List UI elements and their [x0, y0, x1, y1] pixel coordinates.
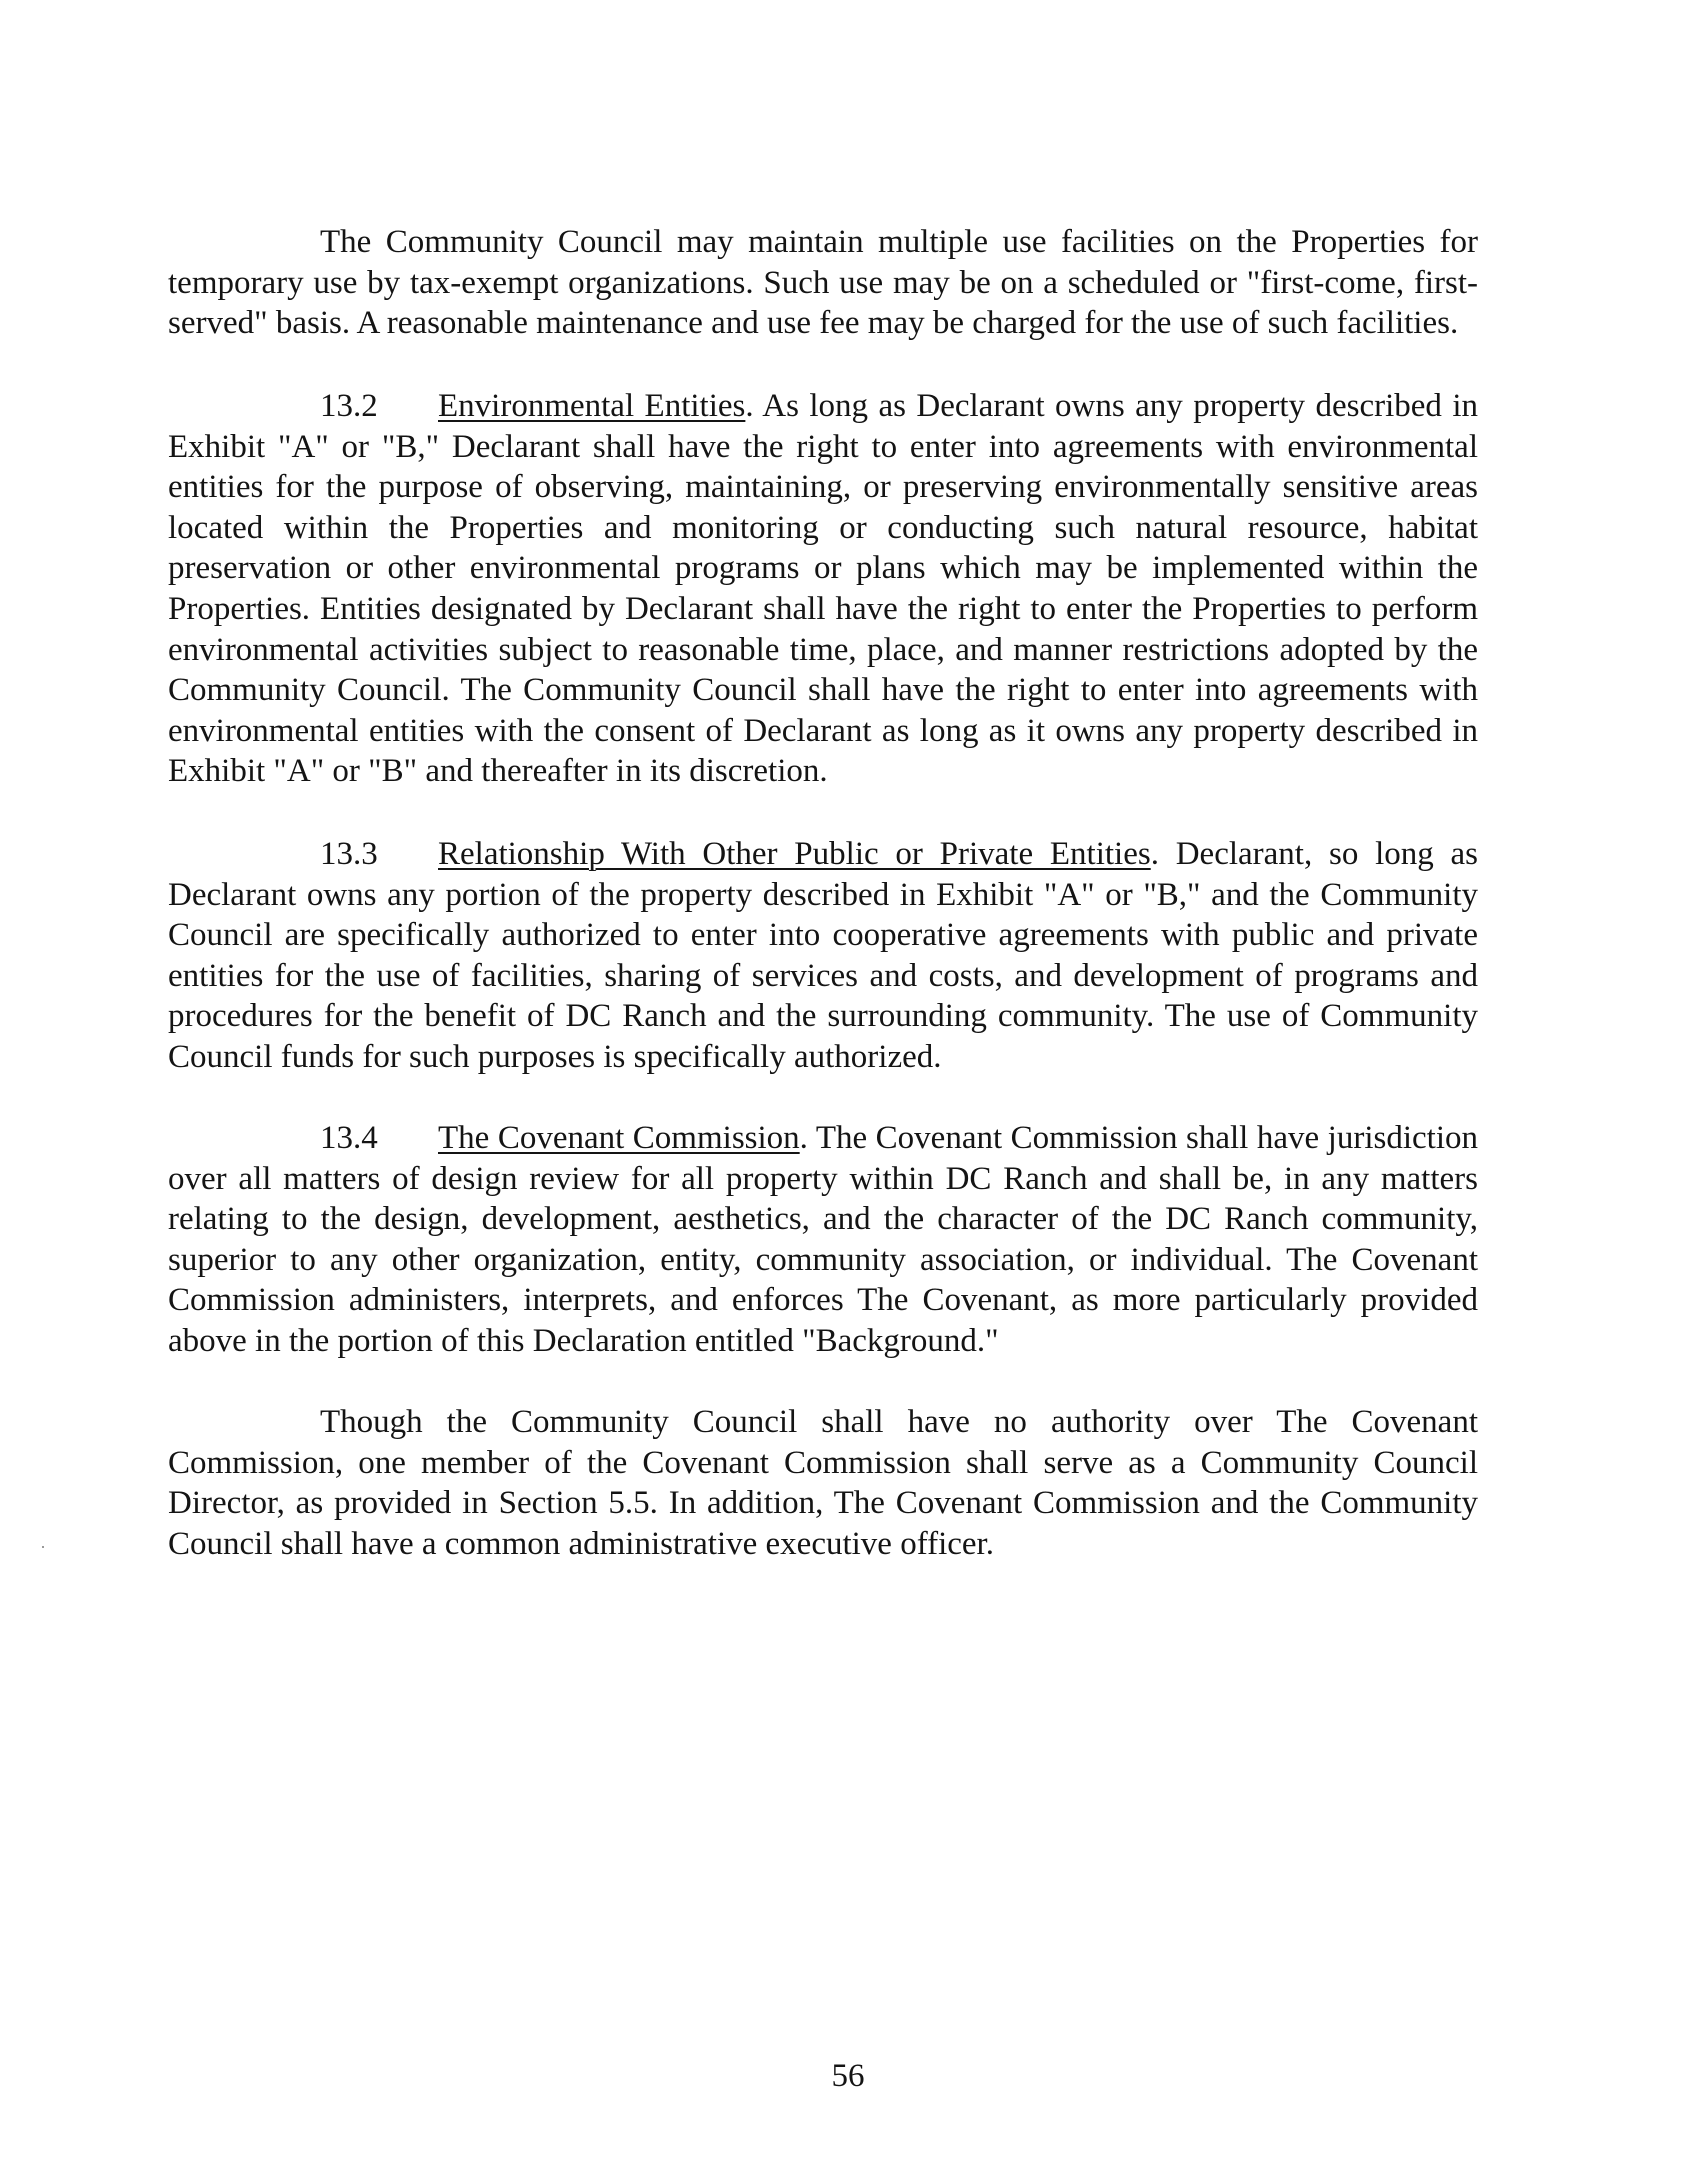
section-heading: Environmental Entities	[438, 388, 746, 424]
paragraph-facilities: The Community Council may maintain multiple use facilities on the Properties for temporary use by tax-exempt organizations. Such use may be on a scheduled or "first-come, first-served" basis. A reasonable maintenance and use fee may be charged for the use of such facilities.	[168, 224, 1478, 342]
section-13-4	[168, 1118, 1478, 1362]
section-body: As long as Declarant owns any property described in Exhibit "A" or "B," Declarant shall have the right to enter into agreements with environmental entities for the purpose of observing, maintaining, or preserving environmentally sensitive areas located within the Properties and monitoring or conducting such natural resource, habitat preservation or other environmental programs or plans which may be implemented within the Properties. Entities designated by Declarant shall have the right to enter the Properties to perform environmental activities subject to reasonable time, place, and manner restrictions adopted by the Community Council. The Community Council shall have the right to enter into agreements with environmental entities with the consent of Declarant as long as it owns any property described in Exhibit "A" or "B" and thereafter in its discretion.	[168, 388, 1479, 790]
section-number: 13.4	[320, 1120, 378, 1156]
heading-period: .	[799, 1120, 808, 1156]
paragraph-covenant-authority: Though the Community Council shall have no authority over The Covenant Commission, one member of the Covenant Commission shall serve as a Community Council Director, as provided in Section 5.5. In addition, The Covenant Commission and the Community Council shall have a common administrative executive officer.	[168, 1404, 1478, 1562]
section-heading: The Covenant Commission	[438, 1120, 800, 1156]
section-13-2	[168, 386, 1478, 792]
section-body: The Covenant Commission shall have jurisdiction over all matters of design review for all property within DC Ranch and shall be, in any matters relating to the design, development, aesthetics, and the character of the DC Ranch community, superior to any other organization, entity, community association, or individual. The Covenant Commission administers, interprets, and enforces The Covenant, as more particularly provided above in the portion of this Declaration entitled "Background."	[168, 1120, 1478, 1359]
page-number: 56	[831, 2058, 865, 2094]
section-number: 13.2	[320, 388, 378, 424]
scan-mark	[42, 1546, 44, 1548]
section-number: 13.3	[320, 836, 378, 872]
section-heading: Relationship With Other Public or Private Entities	[438, 836, 1151, 872]
heading-period: .	[1150, 836, 1159, 872]
heading-period: .	[745, 388, 754, 424]
section-13-3	[168, 834, 1478, 1078]
section-body: Declarant, so long as Declarant owns any portion of the property described in Exhibit "A" or "B," and the Community Council are specifically authorized to enter into cooperative agreements with public and private entities for the use of facilities, sharing of services and costs, and development of programs and procedures for the benefit of DC Ranch and the surrounding community. The use of Community Council funds for such purposes is specifically authorized.	[168, 836, 1478, 1075]
